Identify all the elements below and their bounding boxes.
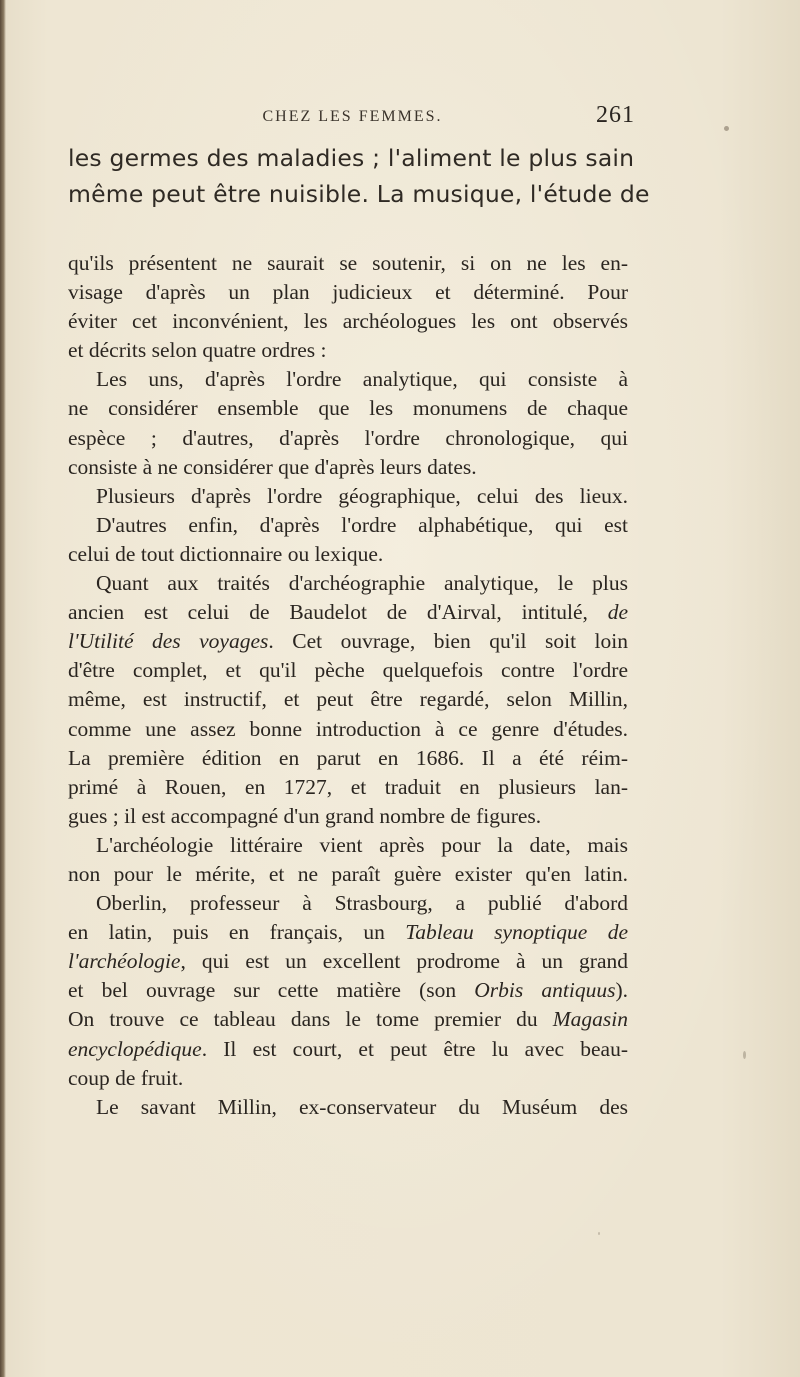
paper-speck xyxy=(743,1051,746,1059)
text-line xyxy=(68,976,628,1005)
text-line xyxy=(68,715,628,744)
text-line xyxy=(68,336,628,365)
text-line xyxy=(68,598,628,627)
text-line xyxy=(68,947,628,976)
text-run: d'être complet, et qu'il pèche quelquefois contre l'ordre xyxy=(68,658,628,683)
overlapping-paper-slip xyxy=(68,140,650,212)
text-line xyxy=(68,860,628,889)
text-line xyxy=(68,1035,628,1064)
text-run: qu'ils présentent ne saurait se soutenir, si on ne les en- xyxy=(68,251,628,275)
italic-title: l'Utilité des voyages xyxy=(68,629,269,654)
paper-speck xyxy=(724,126,729,131)
text-line xyxy=(68,1005,628,1034)
text-run: Le savant Millin, ex-conservateur du Muséum des xyxy=(96,1094,628,1119)
text-run: On trouve ce tableau dans le tome premier du xyxy=(68,1007,553,1032)
text-line xyxy=(68,540,628,569)
text-run: ancien est celui de Baudelot de d'Airval, intitulé, xyxy=(68,600,608,625)
text-line xyxy=(68,831,628,860)
text-run: non pour le mérite, et ne paraît guère exister qu'en latin. xyxy=(68,861,628,886)
body-text xyxy=(68,249,628,1122)
running-title: CHEZ LES FEMMES. xyxy=(262,108,443,125)
text-line xyxy=(68,1093,628,1122)
text-run: La première édition en parut en 1686. Il a été réim- xyxy=(68,745,628,770)
text-run: ne considérer ensemble que les monumens de chaque xyxy=(68,396,628,421)
text-run: visage d'après un plan judicieux et déterminé. Pour xyxy=(68,280,628,305)
text-line xyxy=(68,365,628,394)
text-run: en latin, puis en français, un xyxy=(68,920,406,945)
text-line xyxy=(68,773,628,802)
text-run: espèce ; d'autres, d'après l'ordre chronologique, qui xyxy=(68,425,628,450)
text-line xyxy=(68,627,628,656)
text-line xyxy=(68,424,628,453)
text-line xyxy=(68,889,628,918)
text-run: celui de tout dictionnaire ou lexique. xyxy=(68,541,384,566)
text-run: même, est instructif, et peut être regardé, selon Millin, xyxy=(68,687,628,712)
text-line xyxy=(68,249,628,278)
text-line xyxy=(68,569,628,598)
text-run: Oberlin, professeur à Strasbourg, a publié d'abord xyxy=(96,891,628,916)
text-line xyxy=(68,511,628,540)
text-run: comme une assez bonne introduction à ce genre d'études. xyxy=(68,716,628,741)
binding-edge xyxy=(0,0,6,1377)
text-run: Quant aux traités d'archéographie analytique, le plus xyxy=(96,571,628,596)
italic-title: Magasin xyxy=(552,1007,628,1032)
text-run: , qui est un excellent prodrome à un grand xyxy=(180,949,628,974)
text-line xyxy=(68,278,628,307)
text-run: gues ; il est accompagné d'un grand nombre de figures. xyxy=(68,803,542,828)
text-line xyxy=(68,307,628,336)
text-run: Les uns, d'après l'ordre analytique, qui consiste à xyxy=(96,367,628,392)
paper-speck xyxy=(598,1232,600,1235)
italic-title: l'archéologie xyxy=(68,949,181,974)
text-line xyxy=(68,656,628,685)
text-run: éviter cet inconvénient, les archéologues les ont observés xyxy=(68,309,628,334)
italic-title: de xyxy=(607,600,628,625)
overlap-line: même peut être nuisible. La musique, l'étude de xyxy=(68,180,650,208)
text-run: consiste à ne considérer que d'après leurs dates. xyxy=(68,454,477,479)
running-head xyxy=(70,102,635,132)
text-run: . Il est court, et peut être lu avec beau- xyxy=(201,1036,628,1061)
overlap-line: les germes des maladies ; l'aliment le plus sain xyxy=(68,144,635,172)
italic-title: Orbis antiquus xyxy=(474,978,616,1003)
text-line xyxy=(68,918,628,947)
italic-title: encyclopédique xyxy=(68,1036,202,1061)
text-run: et décrits selon quatre ordres : xyxy=(68,338,327,363)
text-run: Plusieurs d'après l'ordre géographique, celui des lieux. xyxy=(96,483,628,508)
text-run: D'autres enfin, d'après l'ordre alphabétique, qui est xyxy=(96,512,628,537)
text-run: et bel ouvrage sur cette matière (son xyxy=(68,978,475,1003)
text-line xyxy=(68,482,628,511)
text-run: coup de fruit. xyxy=(68,1065,184,1090)
text-line xyxy=(68,802,628,831)
text-run: primé à Rouen, en 1727, et traduit en plusieurs lan- xyxy=(68,774,628,799)
text-line xyxy=(68,685,628,714)
text-run: ). xyxy=(615,978,628,1003)
text-line xyxy=(68,453,628,482)
text-run: . Cet ouvrage, bien qu'il soit loin xyxy=(268,629,628,654)
text-line xyxy=(68,1064,628,1093)
italic-title: Tableau synoptique de xyxy=(405,920,628,945)
text-line xyxy=(68,744,628,773)
page-number: 261 xyxy=(596,102,635,128)
text-line xyxy=(68,394,628,423)
text-run: L'archéologie littéraire vient après pour la date, mais xyxy=(96,832,628,857)
